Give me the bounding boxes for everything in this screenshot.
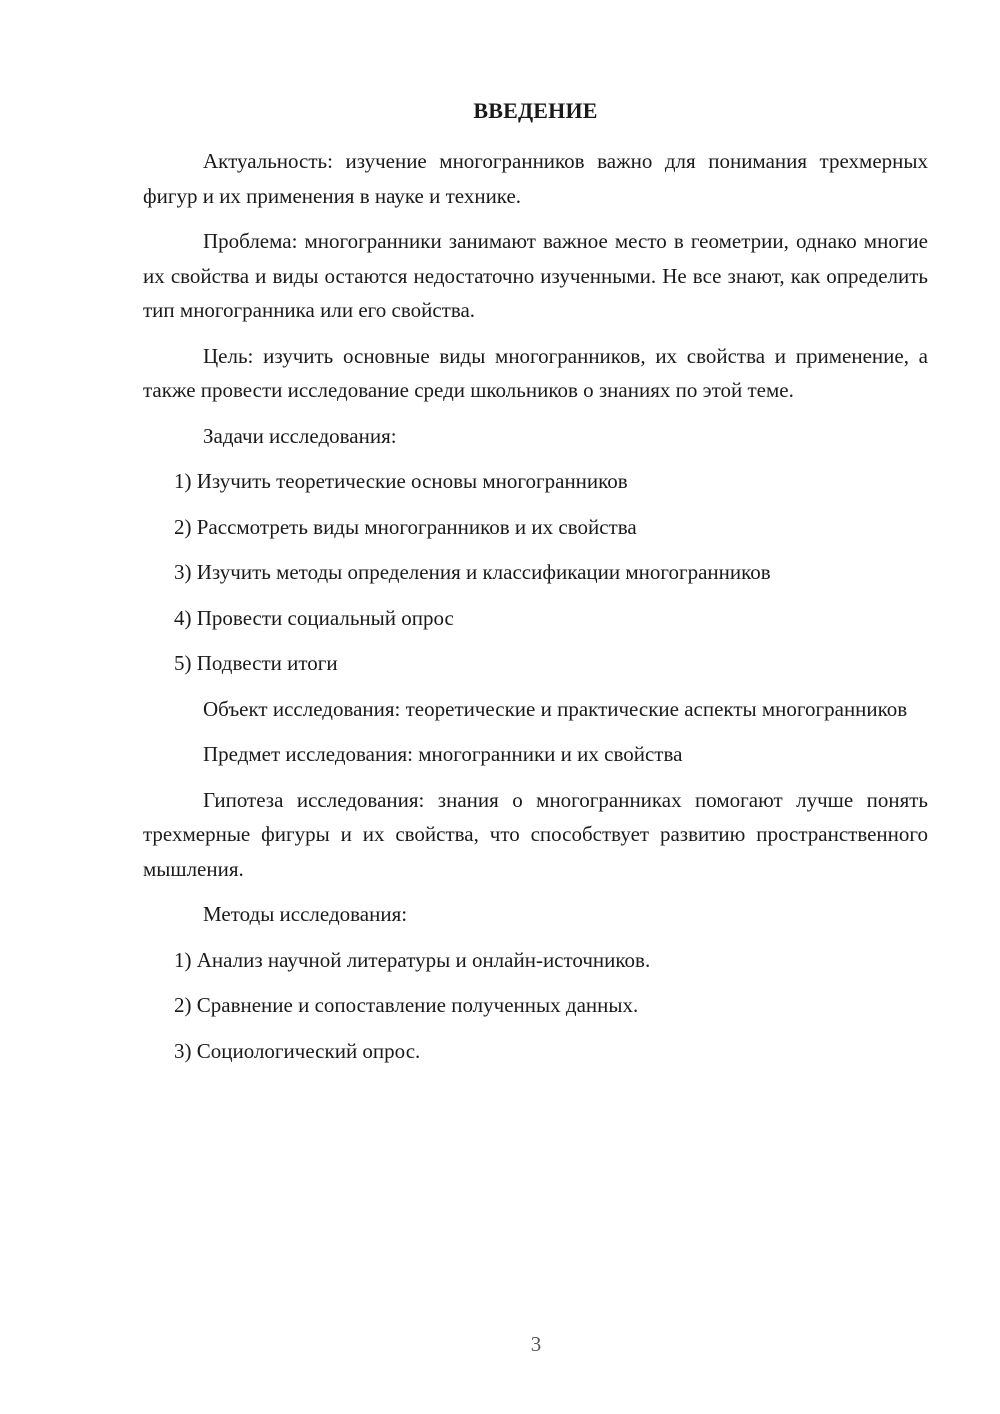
page-content [143,96,928,1079]
goal-paragraph: Цель: изучить основные виды многогранников, их свойства и применение, а также провести исследование среди школьников о знаниях по этой теме. [143,343,928,402]
list-item: 5) Подвести итоги [174,651,338,675]
tasks-list [143,464,928,681]
methods-heading: Методы исследования: [203,902,408,926]
list-item: 4) Провести социальный опрос [174,605,454,630]
relevance-paragraph: Актуальность: изучение многогранников важно для понимания трехмерных фигур и их применения в науке и технике. [143,149,928,208]
tasks-heading: Задачи исследования: [203,423,397,448]
list-item: 2) Сравнение и сопоставление полученных данных. [174,993,639,1017]
list-item: 3) Социологический опрос. [174,1038,421,1063]
object-paragraph: Объект исследования: теоретические и практические аспекты многогранников [203,696,908,721]
hypothesis-paragraph: Гипотеза исследования: знания о многогранниках помогают лучше понять трехмерные фигуры и их свойства, что способствует развитию пространственного мышления. [143,787,928,881]
methods-list [143,943,928,1069]
page-number: 3 [530,1332,542,1356]
list-item: 3) Изучить методы определения и классификации многогранников [174,560,771,584]
problem-paragraph: Проблема: многогранники занимают важное место в геометрии, однако многие их свойства и виды остаются недостаточно изученными. Не все знают, как определить тип многогранника или его свойства. [143,229,928,322]
list-item: 2) Рассмотреть виды многогранников и их свойства [174,514,637,539]
subject-paragraph: Предмет исследования: многогранники и их свойства [203,742,683,766]
list-item: 1) Анализ научной литературы и онлайн-источников. [174,947,651,972]
list-item: 1) Изучить теоретические основы многогранников [174,469,628,493]
page-title: ВВЕДЕНИЕ [473,98,598,123]
